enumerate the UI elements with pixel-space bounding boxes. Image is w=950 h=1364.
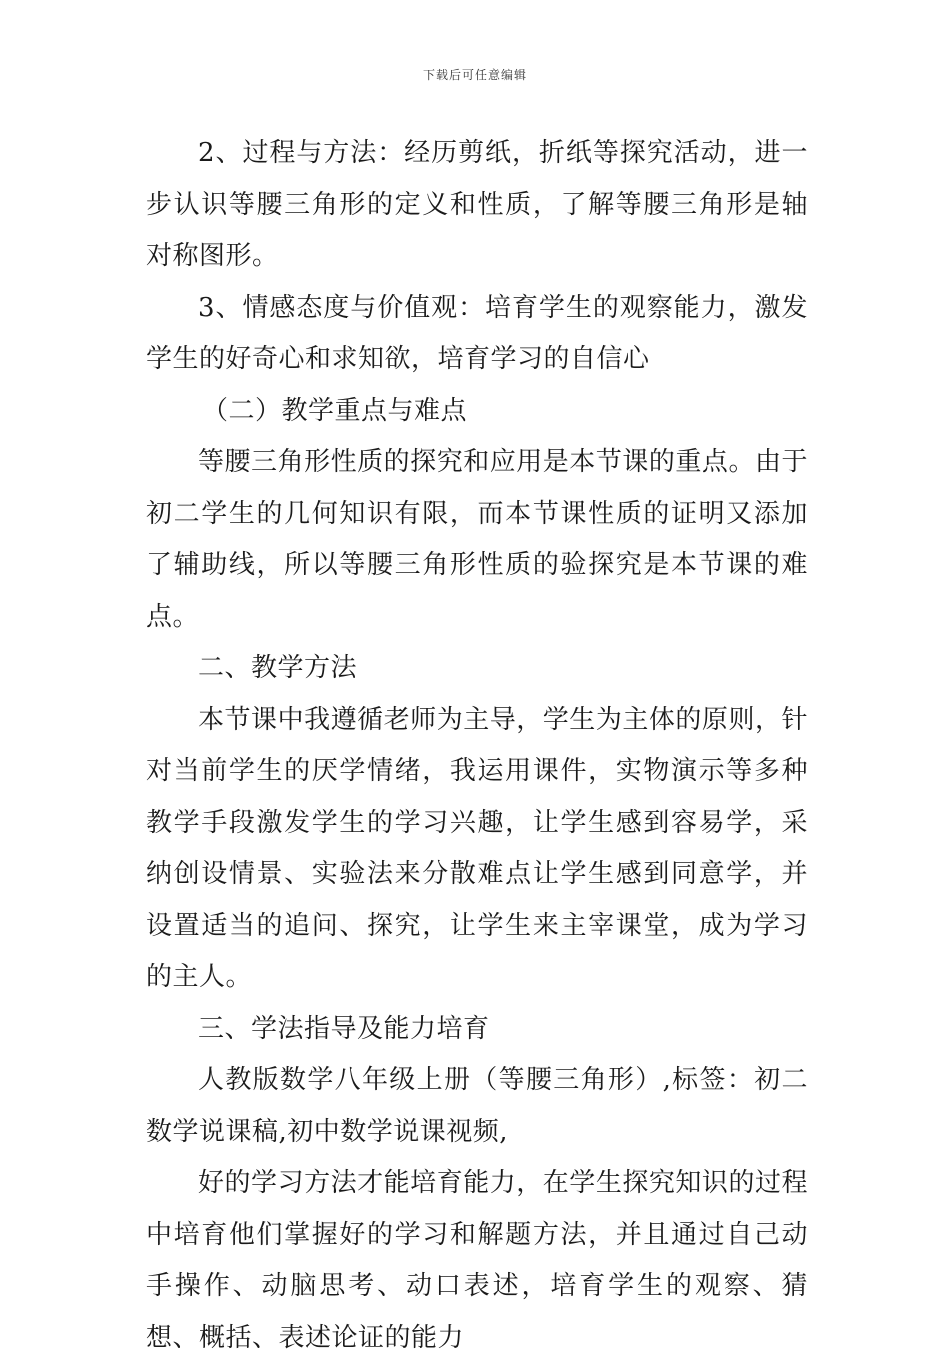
paragraph-emotion-values: 3、情感态度与价值观：培育学生的观察能力，激发学生的好奇心和求知欲，培育学习的自信心 xyxy=(146,292,808,374)
page-header: 下载后可任意编辑 xyxy=(422,68,527,82)
paragraph-key-difficult-points: 等腰三角形性质的探究和应用是本节课的重点。由于初二学生的几何知识有限，而本节课性质的证明又添加了辅助线，所以等腰三角形性质的验探究是本节课的难点。 xyxy=(146,447,808,632)
section-heading-key-points: （二）教学重点与难点 xyxy=(202,395,468,426)
paragraph-textbook-tags: 人教版数学八年级上册（等腰三角形）,标签：初二数学说课稿,初中数学说课视频, xyxy=(146,1065,808,1147)
paragraph-learning-ability: 好的学习方法才能培育能力，在学生探究知识的过程中培育他们掌握好的学习和解题方法，并且通过自己动手操作、动脑思考、动口表述，培育学生的观察、猜想、概括、表述论证的能力 xyxy=(146,1168,808,1353)
section-heading-learning-guidance: 三、学法指导及能力培育 xyxy=(198,1013,490,1044)
document-body xyxy=(146,128,808,1364)
paragraph-teaching-method: 本节课中我遵循老师为主导，学生为主体的原则，针对当前学生的厌学情绪，我运用课件，实物演示等多种教学手段激发学生的学习兴趣，让学生感到容易学，采纳创设情景、实验法来分散难点让学生感到同意学，并设置适当的追问、探究，让学生来主宰课堂，成为学习的主人。 xyxy=(146,704,808,992)
paragraph-process-method: 2、过程与方法：经历剪纸，折纸等探究活动，进一步认识等腰三角形的定义和性质，了解等腰三角形是轴对称图形。 xyxy=(146,138,808,271)
section-heading-teaching-method: 二、教学方法 xyxy=(198,653,358,683)
